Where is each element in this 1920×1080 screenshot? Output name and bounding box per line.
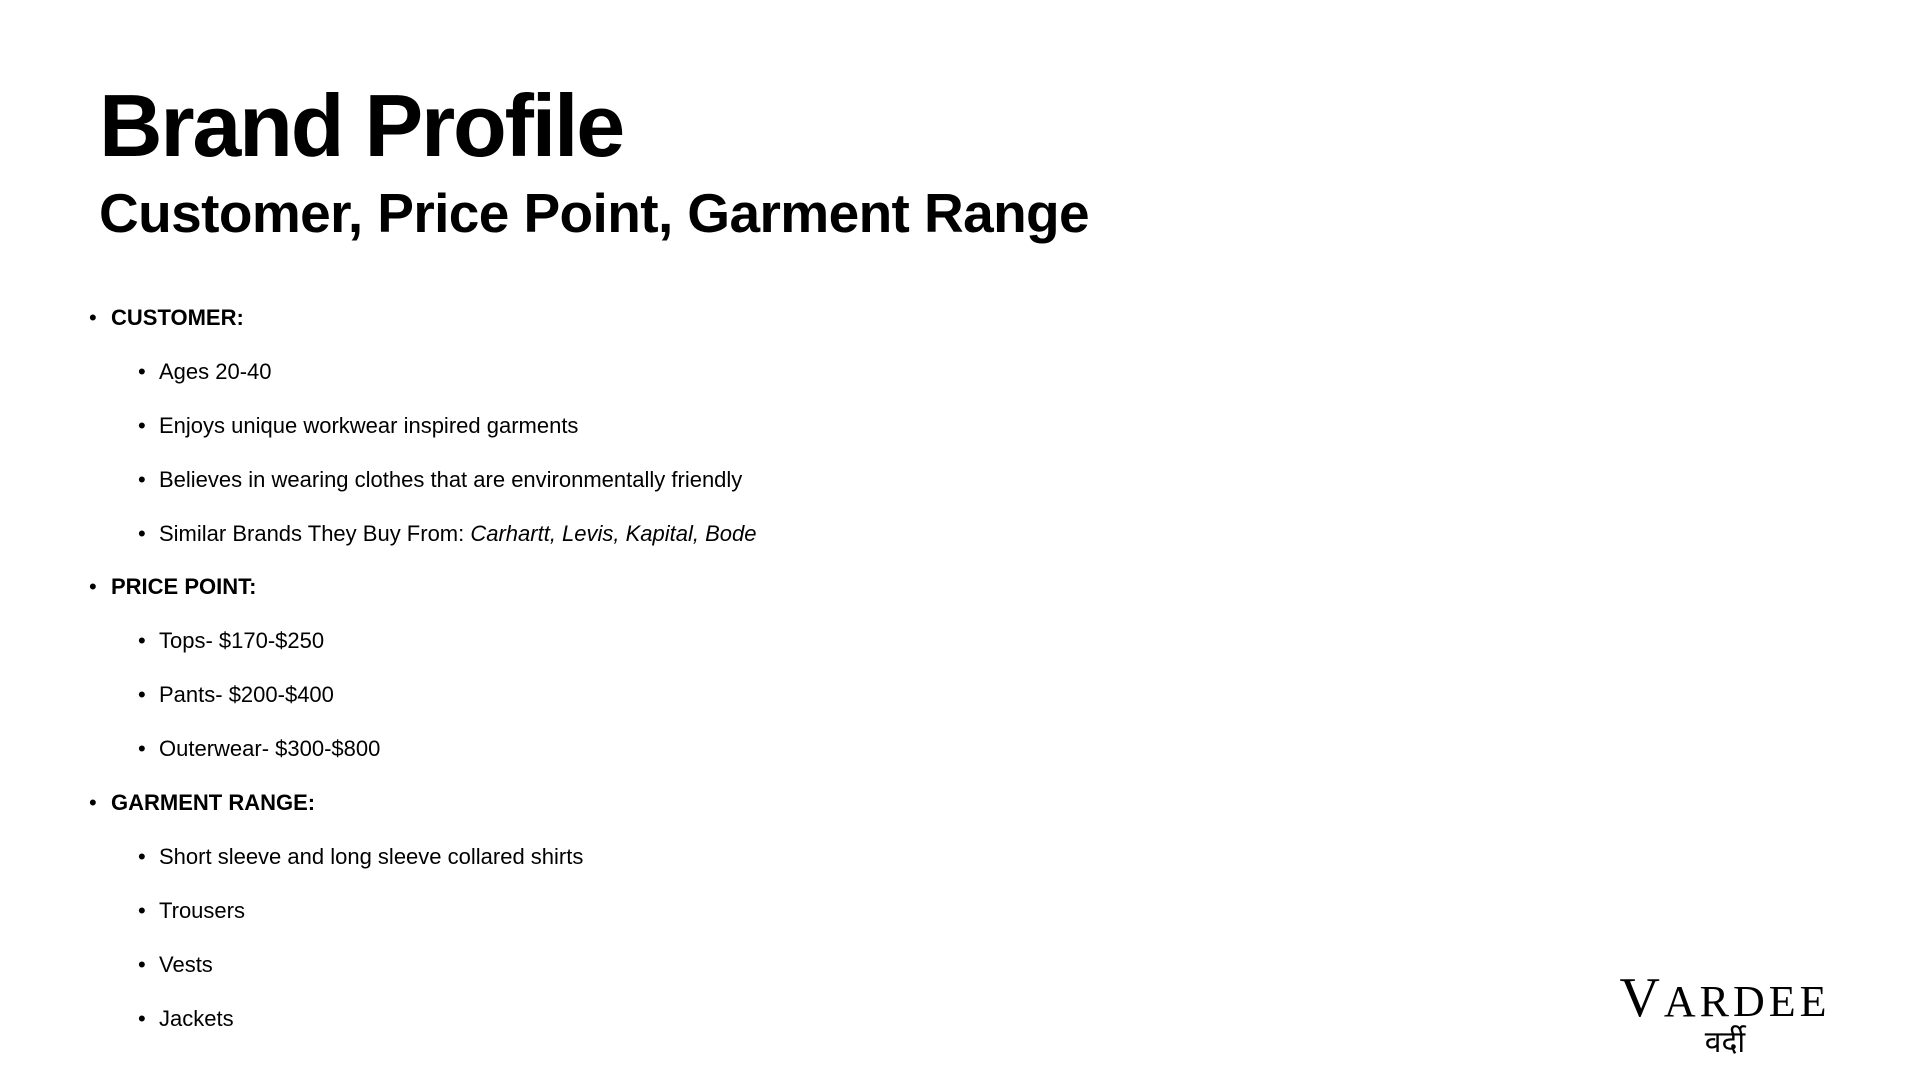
- list-item-label: Pants- $200-$400: [159, 682, 334, 707]
- section-heading-label: PRICE POINT:: [111, 574, 257, 599]
- bullet-glyph: •: [138, 467, 146, 492]
- section-heading-label: CUSTOMER:: [111, 305, 244, 330]
- logo-hindi-text: वर्दी: [1704, 1025, 1746, 1060]
- bullet-glyph: •: [89, 574, 97, 599]
- list-item-label: Vests: [159, 952, 213, 977]
- bullet-glyph: •: [138, 359, 146, 384]
- list-item-label: [159, 523, 757, 545]
- logo-initial: V: [1619, 967, 1664, 1029]
- similar-brands-list: Carhartt, Levis, Kapital, Bode: [470, 521, 757, 546]
- slide-title: Brand Profile: [99, 76, 623, 175]
- brand-logo: [1600, 967, 1850, 1060]
- slide-subtitle: Customer, Price Point, Garment Range: [99, 182, 1090, 244]
- bullet-glyph: •: [138, 952, 146, 977]
- bullet-glyph: •: [138, 844, 146, 869]
- list-item-label: Jackets: [159, 1006, 234, 1031]
- logo-rest: ARDEE: [1663, 977, 1831, 1026]
- bullet-glyph: •: [138, 1006, 146, 1031]
- bullet-glyph: •: [89, 790, 97, 815]
- list-item-label: Ages 20-40: [159, 359, 272, 384]
- section-heading-label: GARMENT RANGE:: [111, 790, 316, 815]
- bullet-glyph: •: [138, 736, 146, 761]
- list-item-label: Outerwear- $300-$800: [159, 736, 381, 761]
- bullet-glyph: •: [138, 682, 146, 707]
- list-item-label: Short sleeve and long sleeve collared shirts: [159, 844, 584, 869]
- logo-wordmark: [1600, 967, 1850, 1029]
- bullet-glyph: •: [89, 305, 97, 330]
- bullet-glyph: •: [138, 628, 146, 653]
- list-item-label: Enjoys unique workwear inspired garments: [159, 413, 579, 438]
- bullet-glyph: •: [138, 898, 146, 923]
- similar-brands-prefix: Similar Brands They Buy From:: [159, 521, 471, 546]
- bullet-glyph: •: [138, 413, 146, 438]
- list-item-label: Tops- $170-$250: [159, 628, 325, 653]
- bullet-glyph: •: [138, 521, 146, 546]
- list-item-label: Believes in wearing clothes that are environmentally friendly: [159, 467, 743, 492]
- list-item-label: Trousers: [159, 898, 245, 923]
